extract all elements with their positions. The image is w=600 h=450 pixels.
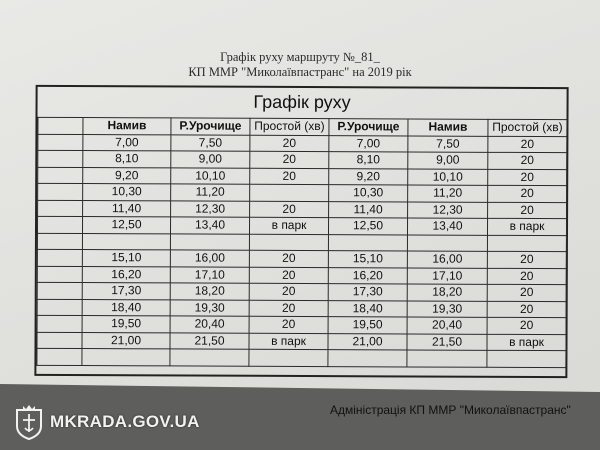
- table-cell: 11,40: [329, 201, 408, 218]
- table-cell: [170, 233, 249, 250]
- table-cell: 20: [488, 202, 567, 219]
- table-cell: в парк: [249, 333, 328, 350]
- table-cell: 10,30: [83, 184, 171, 201]
- table-cell: 20: [487, 301, 566, 318]
- table-cell: 19,30: [407, 300, 487, 317]
- table-cell: 9,00: [171, 151, 250, 168]
- table-cell: 9,20: [329, 168, 408, 185]
- table-cell: [37, 282, 82, 299]
- table-cell: 11,20: [408, 185, 488, 202]
- table-row: [37, 216, 566, 235]
- table-cell: 15,10: [328, 251, 407, 268]
- table-cell: 17,30: [328, 284, 407, 301]
- table-cell: 8,10: [83, 151, 171, 168]
- table-cell: [407, 350, 487, 367]
- table-cell: [250, 184, 329, 201]
- table-cell: 20: [487, 268, 566, 285]
- table-cell: 19,30: [170, 299, 249, 316]
- site-watermark: [14, 404, 200, 440]
- table-cell: 18,40: [82, 299, 170, 316]
- table-cell: в парк: [487, 218, 566, 235]
- table-cell: 21,00: [82, 332, 170, 349]
- table-body: [37, 134, 567, 367]
- table-cell: 12,50: [328, 218, 407, 235]
- table-cell: [82, 233, 170, 250]
- column-header: Р.Урочище: [171, 118, 250, 135]
- table-cell: 18,40: [328, 300, 407, 317]
- table-cell: [249, 349, 328, 366]
- column-header: Р.Урочище: [329, 119, 408, 136]
- table-cell: [38, 150, 83, 167]
- table-cell: 20,40: [407, 317, 487, 334]
- table-row: [37, 299, 566, 318]
- table-cell: [37, 266, 82, 283]
- table-cell: [37, 233, 82, 250]
- column-header: Намив: [83, 118, 171, 135]
- table-cell: 20: [250, 135, 329, 152]
- table-cell: [328, 234, 407, 251]
- table-cell: 18,20: [170, 283, 249, 300]
- table-cell: 17,10: [170, 266, 249, 283]
- table-cell: 19,50: [328, 317, 407, 334]
- table-cell: 7,00: [329, 135, 408, 152]
- table-cell: 15,10: [82, 250, 170, 267]
- table-cell: 20: [487, 251, 566, 268]
- table-cell: 7,50: [171, 134, 250, 151]
- table-cell: 20: [249, 283, 328, 300]
- table-cell: 16,20: [82, 266, 170, 283]
- table-cell: 13,40: [407, 218, 487, 235]
- table-cell: [38, 134, 83, 151]
- table-header-row: [38, 117, 567, 136]
- table-cell: 20: [250, 201, 329, 218]
- table-cell: [37, 315, 82, 332]
- table-cell: 10,30: [329, 185, 408, 202]
- column-header: Намив: [408, 119, 488, 136]
- table-cell: 7,50: [408, 135, 488, 152]
- table-cell: [37, 332, 82, 349]
- table-cell: 20: [487, 284, 566, 301]
- table-cell: [487, 235, 566, 252]
- table-cell: 11,20: [171, 184, 250, 201]
- table-row: [38, 200, 567, 219]
- column-header: Простой (хв): [488, 119, 567, 136]
- table-cell: 19,50: [82, 316, 170, 333]
- table-cell: 20: [487, 317, 566, 334]
- table-cell: [82, 349, 170, 366]
- city-coat-of-arms-icon: [14, 404, 44, 440]
- watermark-text: MKRADA.GOV.UA: [50, 412, 200, 431]
- column-header: [38, 117, 83, 134]
- table-cell: 18,20: [407, 284, 487, 301]
- table-row: [37, 348, 566, 367]
- table-cell: 20: [249, 267, 328, 284]
- table-cell: [37, 299, 82, 316]
- table-cell: 16,00: [170, 250, 249, 267]
- company-year-heading: КП ММР "Миколаївпастранс" на 2019 рік: [188, 65, 412, 79]
- table-cell: 9,00: [408, 152, 488, 169]
- table-cell: 20: [488, 152, 567, 169]
- table-cell: 21,00: [328, 333, 407, 350]
- table-cell: [38, 200, 83, 217]
- table-cell: 16,20: [328, 267, 407, 284]
- table-cell: [38, 167, 83, 184]
- table-cell: [170, 349, 249, 366]
- table-cell: 12,50: [82, 217, 170, 234]
- table-row: [37, 266, 566, 285]
- schedule-table: [36, 117, 567, 368]
- table-cell: [249, 234, 328, 251]
- table-row: [37, 249, 566, 268]
- administration-signature: Адміністрація КП ММР "Миколаївпастранс": [330, 403, 571, 417]
- table-cell: 20: [249, 316, 328, 333]
- table-row: [38, 134, 567, 153]
- table-cell: [407, 234, 487, 251]
- table-cell: 13,40: [170, 217, 249, 234]
- table-cell: 10,10: [171, 167, 250, 184]
- table-cell: 21,50: [407, 333, 487, 350]
- table-cell: 8,10: [329, 152, 408, 169]
- schedule-title: Графік руху: [253, 91, 351, 113]
- table-cell: 11,40: [83, 200, 171, 217]
- table-cell: [38, 183, 83, 200]
- table-cell: 20: [488, 185, 567, 202]
- table-cell: 20: [250, 151, 329, 168]
- table-cell: [37, 216, 82, 233]
- table-cell: [37, 249, 82, 266]
- table-row: [38, 167, 567, 186]
- route-schedule-heading: Графік руху маршруту №_81_: [220, 50, 380, 64]
- table-cell: 20: [250, 168, 329, 185]
- table-cell: 20,40: [170, 316, 249, 333]
- table-row: [37, 332, 566, 351]
- table-cell: 7,00: [83, 134, 171, 151]
- table-row: [38, 150, 567, 169]
- table-cell: 20: [249, 300, 328, 317]
- table-cell: 20: [249, 250, 328, 267]
- table-cell: 10,10: [408, 168, 488, 185]
- table-cell: 12,30: [408, 201, 488, 218]
- table-cell: 20: [488, 169, 567, 186]
- table-cell: 16,00: [407, 251, 487, 268]
- table-cell: [328, 350, 407, 367]
- column-header: Простой (хв): [250, 118, 329, 135]
- table-cell: в парк: [487, 334, 566, 351]
- table-row: [38, 183, 567, 202]
- table-row: [37, 282, 566, 301]
- table-cell: 17,30: [82, 283, 170, 300]
- table-cell: в парк: [249, 217, 328, 234]
- table-cell: 12,30: [171, 200, 250, 217]
- table-cell: [487, 350, 566, 367]
- table-cell: 21,50: [170, 332, 249, 349]
- table-cell: 17,10: [407, 267, 487, 284]
- schedule-frame: [34, 85, 568, 378]
- table-row: [37, 315, 566, 334]
- table-cell: 9,20: [83, 167, 171, 184]
- table-cell: 20: [488, 136, 567, 153]
- table-cell: [37, 348, 82, 365]
